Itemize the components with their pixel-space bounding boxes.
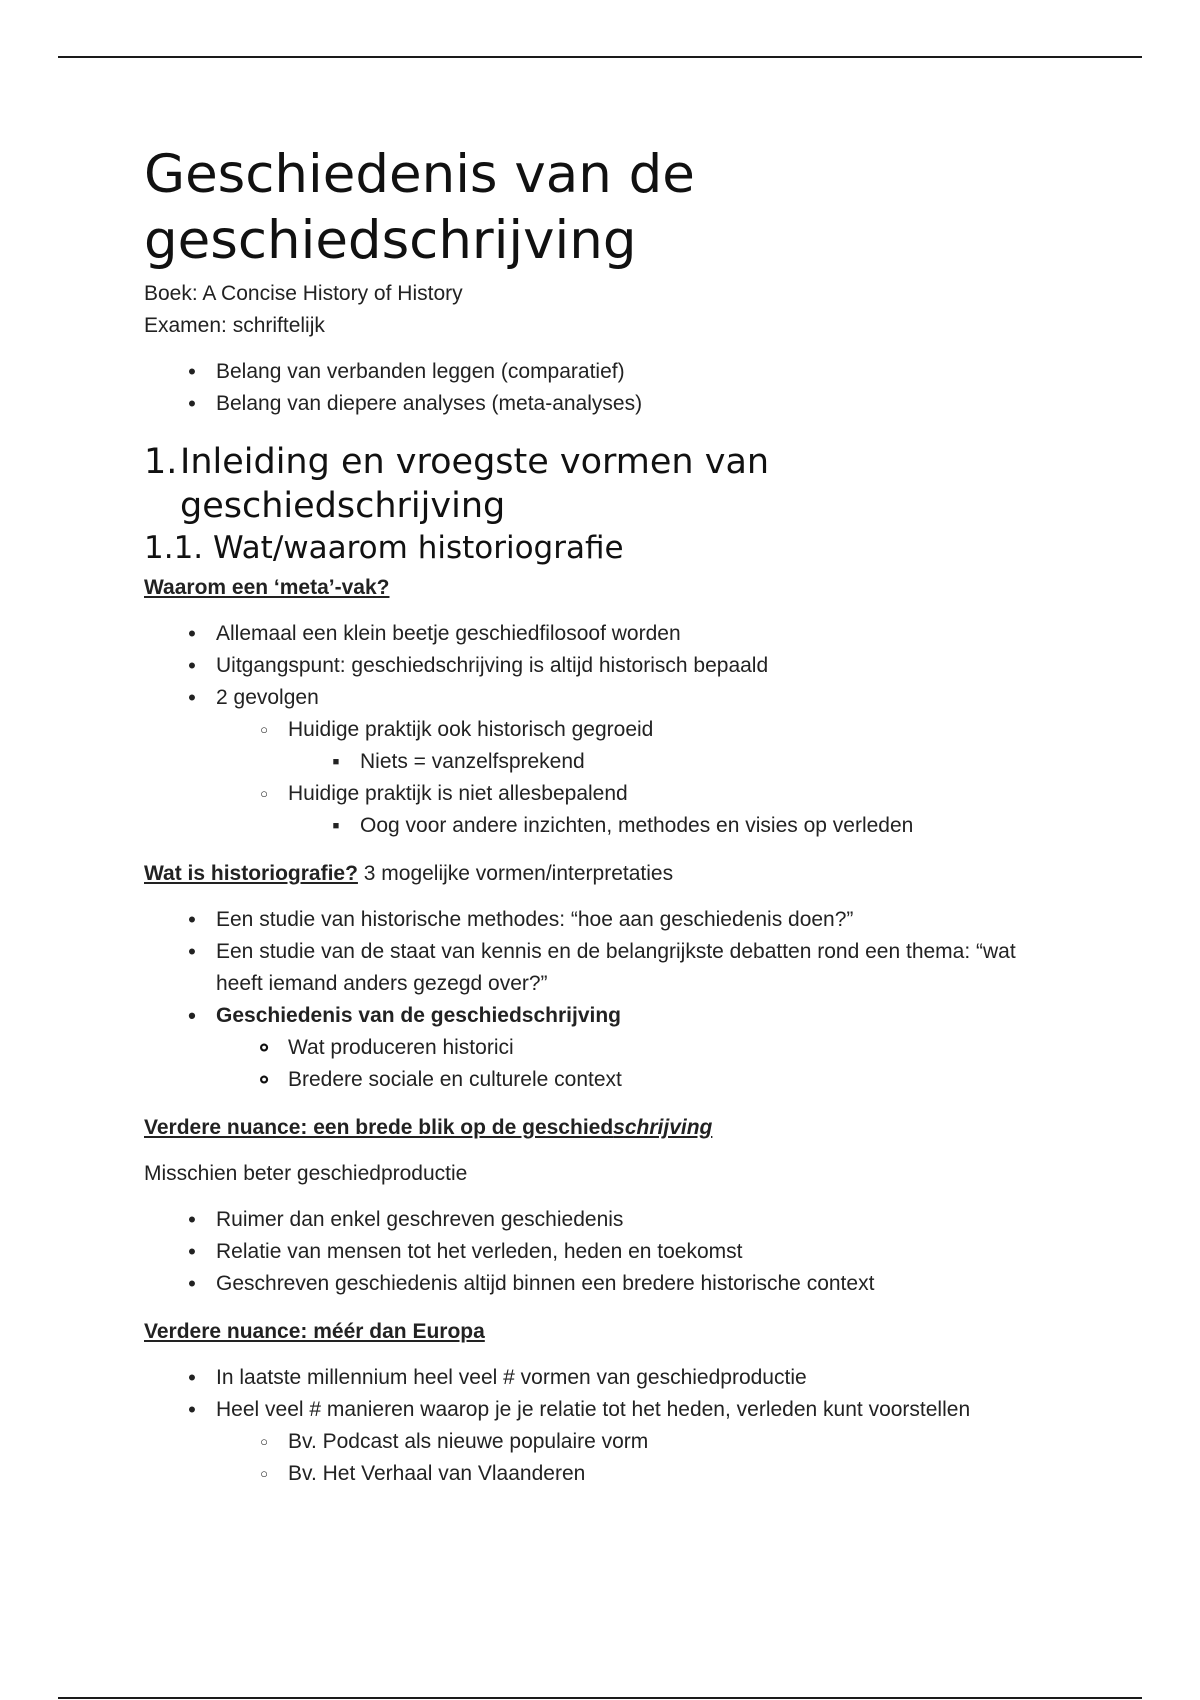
list-item: • Belang van verbanden leggen (comparatief) (144, 356, 1044, 388)
subheading-nuance-2: Verdere nuance: méér dan Europa (144, 1320, 485, 1343)
circle-bullet-icon (249, 1426, 279, 1460)
circle-bullet-icon (249, 714, 279, 748)
meta-list (144, 618, 1044, 842)
bullet-icon (177, 618, 207, 651)
list-item: • Heel veel # manieren waarop je je relatie tot het heden, verleden kunt voorstellen (144, 1394, 1044, 1426)
section-1-number: 1. (144, 442, 178, 482)
bullet-icon (177, 1394, 207, 1427)
list-item: ○ Bredere sociale en culturele context (144, 1064, 1044, 1096)
section-1-1-heading: 1.1. Wat/waarom historiografie (144, 530, 624, 566)
square-bullet-icon (321, 746, 351, 781)
circle-bullet-icon (249, 778, 279, 812)
intro-list (144, 356, 1044, 420)
exam-line: Examen: schriftelijk (144, 314, 325, 337)
bullet-icon (177, 356, 207, 389)
list-item: • Belang van diepere analyses (meta-analyses) (144, 388, 1044, 420)
bullet-icon (177, 1204, 207, 1237)
circle-bullet-icon (249, 1064, 279, 1098)
bullet-icon (177, 650, 207, 683)
list-item: ○ Bv. Podcast als nieuwe populaire vorm (144, 1426, 1044, 1458)
document-title: Geschiedenis van de geschiedschrijving (144, 144, 695, 271)
bullet-icon (177, 1362, 207, 1395)
bullet-icon (177, 388, 207, 421)
document-body (144, 142, 1044, 1490)
list-item: • Geschreven geschiedenis altijd binnen een bredere historische context (144, 1268, 1044, 1300)
list-item: • Uitgangspunt: geschiedschrijving is altijd historisch bepaald (144, 650, 1044, 682)
bullet-icon (177, 682, 207, 715)
bullet-icon (177, 1268, 207, 1301)
bullet-icon (177, 1000, 207, 1033)
bottom-rule (58, 1697, 1142, 1699)
list-item: • Ruimer dan enkel geschreven geschiedenis (144, 1204, 1044, 1236)
what-list (144, 904, 1044, 1096)
bullet-icon (177, 1236, 207, 1269)
list-item: ○ Bv. Het Verhaal van Vlaanderen (144, 1458, 1044, 1490)
block-meta (144, 572, 1044, 1490)
list-item: • Allemaal een klein beetje geschiedfilosoof worden (144, 618, 1044, 650)
meta-block (144, 278, 1044, 420)
circle-bullet-icon (249, 1458, 279, 1492)
list-item: • Een studie van historische methodes: “hoe aan geschiedenis doen?” (144, 904, 1044, 936)
subheading-what: Wat is historiografie? (144, 862, 358, 885)
book-line: Boek: A Concise History of History (144, 282, 463, 305)
nuance-1-line: Misschien beter geschiedproductie (144, 1162, 468, 1185)
section-1-title: Inleiding en vroegste vormen van geschiedschrijving (180, 442, 770, 526)
list-item: ■ Oog voor andere inzichten, methodes en visies op verleden (144, 810, 1044, 842)
list-item: • Relatie van mensen tot het verleden, heden en toekomst (144, 1236, 1044, 1268)
subheading-meta: Waarom een ‘meta’-vak? (144, 576, 390, 599)
nuance-1-list (144, 1204, 1044, 1300)
bullet-icon (177, 936, 207, 969)
square-bullet-icon (321, 810, 351, 845)
list-item: ○ Huidige praktijk is niet allesbepalend (144, 778, 1044, 810)
section-1-heading (144, 440, 1044, 528)
nuance-2-list (144, 1362, 1044, 1490)
subheading-what-suffix: 3 mogelijke vormen/interpretaties (357, 862, 674, 885)
circle-bullet-icon (249, 1032, 279, 1066)
bullet-icon (177, 904, 207, 937)
list-item: ○ Huidige praktijk ook historisch gegroeid (144, 714, 1044, 746)
list-item: • Een studie van de staat van kennis en de belangrijkste debatten rond een thema: “wat heeft iemand anders gezegd over?” (144, 936, 1044, 1000)
top-rule (58, 56, 1142, 58)
list-item: • In laatste millennium heel veel # vormen van geschiedproductie (144, 1362, 1044, 1394)
subheading-nuance-1: Verdere nuance: een brede blik op de geschiedschrijving (144, 1116, 713, 1139)
list-item: • Geschiedenis van de geschiedschrijving (144, 1000, 1044, 1032)
list-item: ■ Niets = vanzelfsprekend (144, 746, 1044, 778)
list-item: ○ Wat produceren historici (144, 1032, 1044, 1064)
list-item: • 2 gevolgen (144, 682, 1044, 714)
